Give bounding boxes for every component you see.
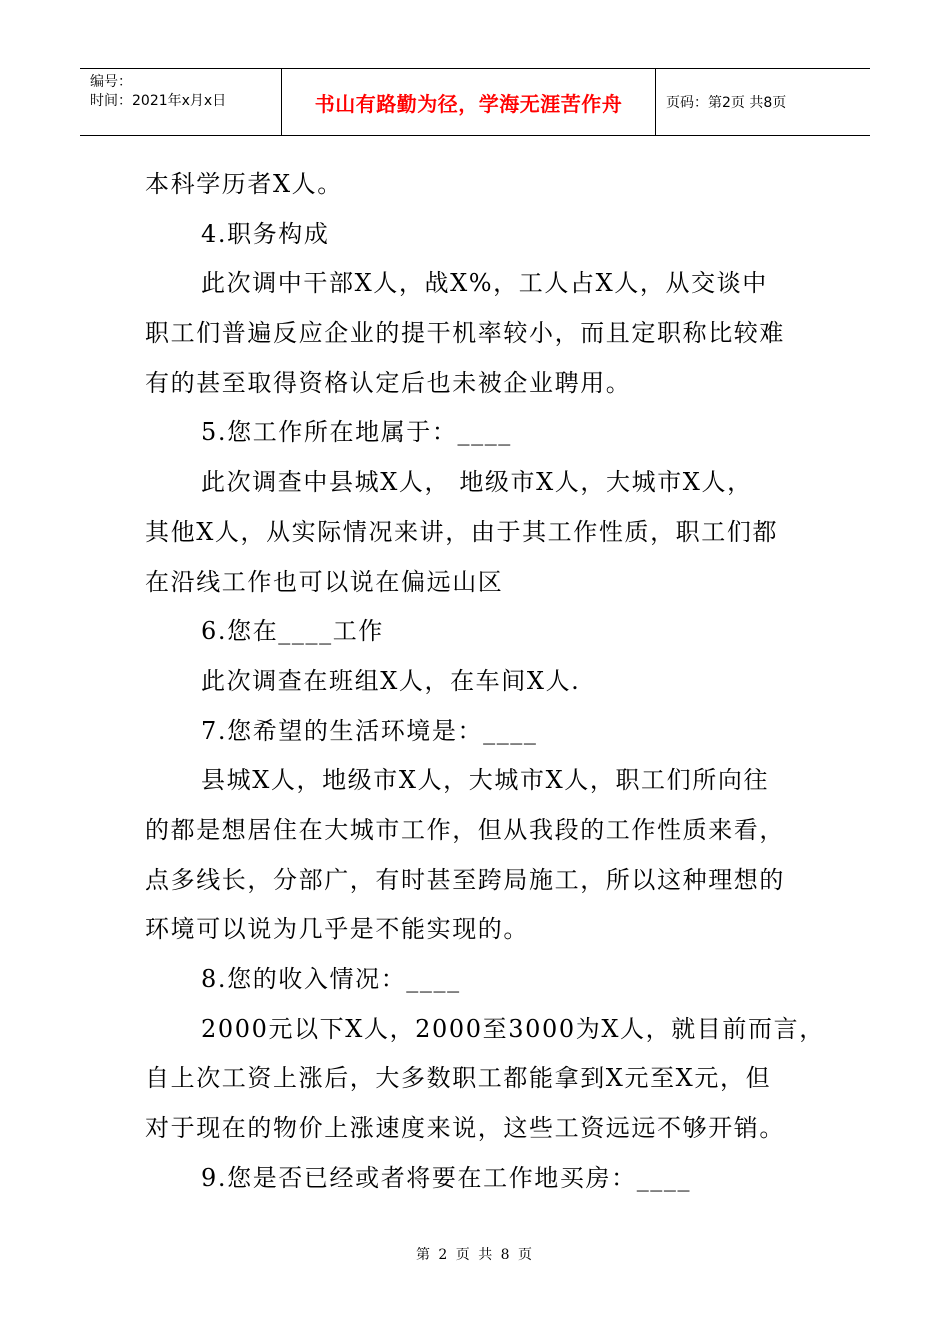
body-line: 此次调中干部X人，战X%，工人占X人，从交谈中 [201,269,768,298]
header-meta [80,69,282,135]
section-heading: 6.您在____工作 [201,617,384,646]
section-heading: 4.职务构成 [201,219,330,248]
document-body [145,160,825,1203]
body-line: 2000元以下X人，2000至3000为X人，就目前而言， [201,1014,825,1043]
body-line: 环境可以说为几乎是不能实现的。 [145,915,529,944]
body-line: 县城X人，地级市X人，大城市X人，职工们所向往 [201,766,770,795]
body-line: 职工们普遍反应企业的提干机率较小，而且定职称比较难 [145,319,785,348]
time-label: 时间：2021年x月x日 [90,93,227,109]
header-page-info: 页码：第2页 共8页 [666,95,787,111]
body-line: 此次调查中县城X人， 地级市X人，大城市X人， [201,468,753,497]
body-line: 本科学历者X人。 [145,170,343,198]
body-line: 此次调查在班组X人，在车间X人. [201,666,581,695]
section-heading: 7.您希望的生活环境是：____ [201,716,538,745]
number-label: 编号： [90,74,132,90]
body-line: 点多线长，分部广，有时甚至跨局施工，所以这种理想的 [145,865,785,894]
body-line: 对于现在的物价上涨速度来说，这些工资远远不够开销。 [145,1114,785,1143]
page-footer: 第 2 页 共 8 页 [415,1247,535,1263]
document-header [80,68,870,136]
body-line: 自上次工资上涨后，大多数职工都能拿到X元至X元，但 [145,1064,772,1093]
section-heading: 5.您工作所在地属于：____ [201,418,512,447]
body-line: 的都是想居住在大城市工作，但从我段的工作性质来看， [145,815,785,844]
header-motto: 书山有路勤为径，学海无涯苦作舟 [282,69,656,135]
section-heading: 8.您的收入情况：____ [201,965,461,993]
body-line: 其他X人，从实际情况来讲，由于其工作性质，职工们都 [145,517,779,546]
section-heading: 9.您是否已经或者将要在工作地买房：____ [201,1163,692,1192]
body-line: 有的甚至取得资格认定后也未被企业聘用。 [145,368,632,397]
body-line: 在沿线工作也可以说在偏远山区 [145,567,504,596]
